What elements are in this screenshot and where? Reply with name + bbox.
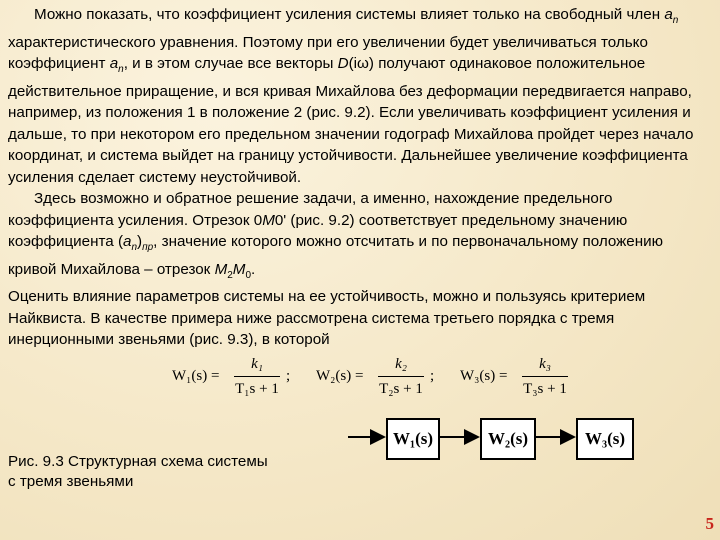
- formula-w2-separator: ;: [430, 368, 435, 384]
- block-w3: W₃(s): [576, 418, 634, 460]
- formula-w2-denominator: T₂s + 1: [379, 381, 423, 397]
- var-a-2-sub: n: [118, 64, 124, 76]
- formula-w3-lhs: W₃(s) =: [460, 368, 508, 384]
- p2-text-4: , значение которого можно отсчитать и по первоначальному положению кривой Михайлова – отрезок: [8, 233, 663, 278]
- main-text: [8, 4, 713, 351]
- block-w2: W₂(s): [480, 418, 536, 460]
- block-diagram: [346, 410, 646, 468]
- var-a: a: [664, 6, 673, 23]
- var-d: D: [337, 55, 349, 73]
- fraction-bar: [522, 376, 568, 377]
- paragraph-2: [8, 188, 713, 286]
- formula-w1-fraction: [234, 354, 280, 399]
- var-d-arg: (iω): [348, 55, 374, 73]
- figure-caption: Рис. 9.3 Структурная схема системы с тремя звеньями: [8, 453, 268, 490]
- p1-text-3: , и в этом случае все векторы: [123, 55, 338, 73]
- formula-w1: [172, 354, 312, 400]
- var-a-3: a: [123, 233, 132, 251]
- block-w1: W₁(s): [386, 418, 440, 460]
- p2-text-2: 0' (рис. 9.2) соответствует предельному значению коэффициента (: [8, 211, 628, 251]
- var-m: M: [262, 211, 275, 229]
- paragraph-3: Оценить влияние параметров системы на ее устойчивость, можно и пользуясь критерием Найквиста. В качестве примера ниже рассмотрена система третьего порядка с тремя инерционными звеньями (рис. 9.3), в которой: [8, 288, 646, 349]
- var-m0: M: [232, 260, 246, 278]
- formula-w3-numerator: k₃: [539, 356, 551, 372]
- page-number: 5: [705, 514, 714, 533]
- formula-w3-denominator: T₃s + 1: [523, 381, 567, 397]
- formula-w1-denominator: T₁s + 1: [235, 381, 279, 397]
- var-m2: M: [214, 260, 228, 278]
- p1-text-2: характеристического уравнения. Поэтому при его увеличении будет увеличиваться только коэффициент: [8, 33, 648, 73]
- var-a-2: a: [109, 55, 119, 73]
- var-pr-sub: пр: [142, 242, 154, 254]
- formula-w2: [316, 354, 456, 400]
- formula-w1-lhs: W₁(s) =: [172, 368, 220, 384]
- p2-text-5: .: [251, 260, 256, 278]
- p1-text-4: получают одинаковое положительное действительное приращение, и вся кривая Михайлова без деформации передвигается направо, например, из положения 1 в положение 2 (рис. 9.2). Если увеличивать коэффициент усиления и дальше, то при некотором его предельном значении годограф Михайлова пройдет через начало координат, и система выйдет на границу устойчивости. Дальнейшее увеличение коэффициента усиления сделает систему неустойчивой.: [8, 55, 694, 186]
- p2-text-1: Здесь возможно и обратное решение задачи, а именно, нахождение предельного коэффициента усиления. Отрезок 0: [8, 190, 613, 229]
- formula-w2-fraction: [378, 354, 424, 399]
- var-m0-sub: 0: [245, 269, 251, 281]
- formula-w2-lhs: W₂(s) =: [316, 368, 364, 384]
- formula-w3: [460, 354, 600, 400]
- p2-text-3: ): [137, 233, 143, 251]
- paragraph-1: [8, 4, 713, 188]
- formula-w3-fraction: [522, 354, 568, 399]
- p1-text-1: Можно показать, что коэффициент усиления системы влияет только на свободный член: [34, 6, 665, 23]
- var-a-3-sub: n: [131, 242, 138, 254]
- transfer-functions: [172, 354, 612, 400]
- formula-w2-numerator: k₂: [395, 356, 407, 372]
- var-m2-sub: 2: [227, 269, 233, 281]
- formula-w1-numerator: k₁: [251, 356, 263, 372]
- formula-w1-separator: ;: [286, 368, 291, 384]
- fraction-bar: [234, 376, 280, 377]
- var-a-sub: n: [672, 15, 679, 27]
- fraction-bar: [378, 376, 424, 377]
